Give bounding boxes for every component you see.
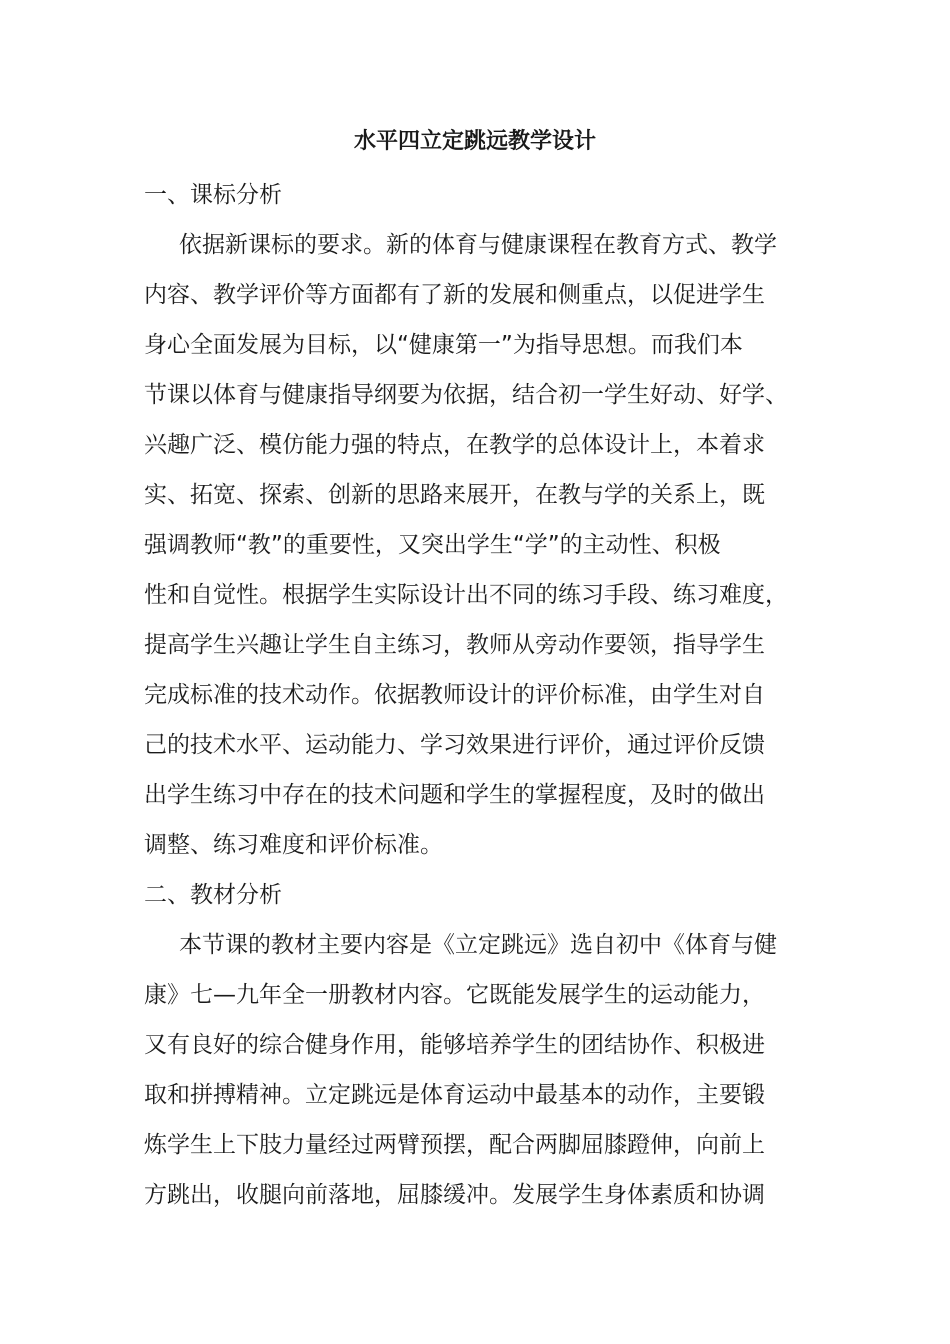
paragraph-line: 己的技术水平、运动能力、学习效果进行评价，通过评价反馈 [144, 732, 765, 758]
paragraph-line: 取和拼搏精神。立定跳远是体育运动中最基本的动作，主要锻 [144, 1082, 765, 1108]
paragraph-line: 出学生练习中存在的技术问题和学生的掌握程度，及时的做出 [144, 782, 765, 808]
paragraph-line: 依据新课标的要求。新的体育与健康课程在教育方式、教学 [179, 232, 777, 258]
paragraph-line: 完成标准的技术动作。依据教师设计的评价标准，由学生对自 [144, 682, 765, 708]
document-title: 水平四立定跳远教学设计 [353, 129, 596, 154]
paragraph-line: 节课以体育与健康指导纲要为依据，结合初一学生好动、好学、 [144, 382, 788, 408]
paragraph-line: 本节课的教材主要内容是《立定跳远》选自初中《体育与健 [179, 932, 777, 958]
paragraph-line: 方跳出，收腿向前落地，屈膝缓冲。发展学生身体素质和协调 [144, 1182, 765, 1208]
paragraph-line: 炼学生上下肢力量经过两臂预摆，配合两脚屈膝蹬伸，向前上 [144, 1132, 765, 1158]
paragraph-line: 实、拓宽、探索、创新的思路来展开，在教与学的关系上，既 [144, 482, 765, 508]
paragraph-line: 提高学生兴趣让学生自主练习，教师从旁动作要领，指导学生 [144, 632, 765, 658]
section-heading-standards: 一、课标分析 [144, 182, 282, 208]
paragraph-line: 康》七—九年全一册教材内容。它既能发展学生的运动能力， [144, 982, 765, 1008]
paragraph-line: 调整、练习难度和评价标准。 [144, 832, 443, 858]
paragraph-line: 性和自觉性。根据学生实际设计出不同的练习手段、练习难度， [144, 582, 788, 608]
section-heading-materials: 二、教材分析 [144, 882, 282, 908]
paragraph-line: 内容、教学评价等方面都有了新的发展和侧重点，以促进学生 [144, 282, 765, 308]
paragraph-line: 又有良好的综合健身作用，能够培养学生的团结协作、积极进 [144, 1032, 765, 1058]
paragraph-line: 强调教师“教”的重要性，又突出学生“学”的主动性、积极 [144, 532, 721, 558]
paragraph-line: 兴趣广泛、模仿能力强的特点，在教学的总体设计上，本着求 [144, 432, 765, 458]
document-body [144, 170, 824, 1220]
paragraph-line: 身心全面发展为目标，以“健康第一”为指导思想。而我们本 [144, 332, 743, 358]
